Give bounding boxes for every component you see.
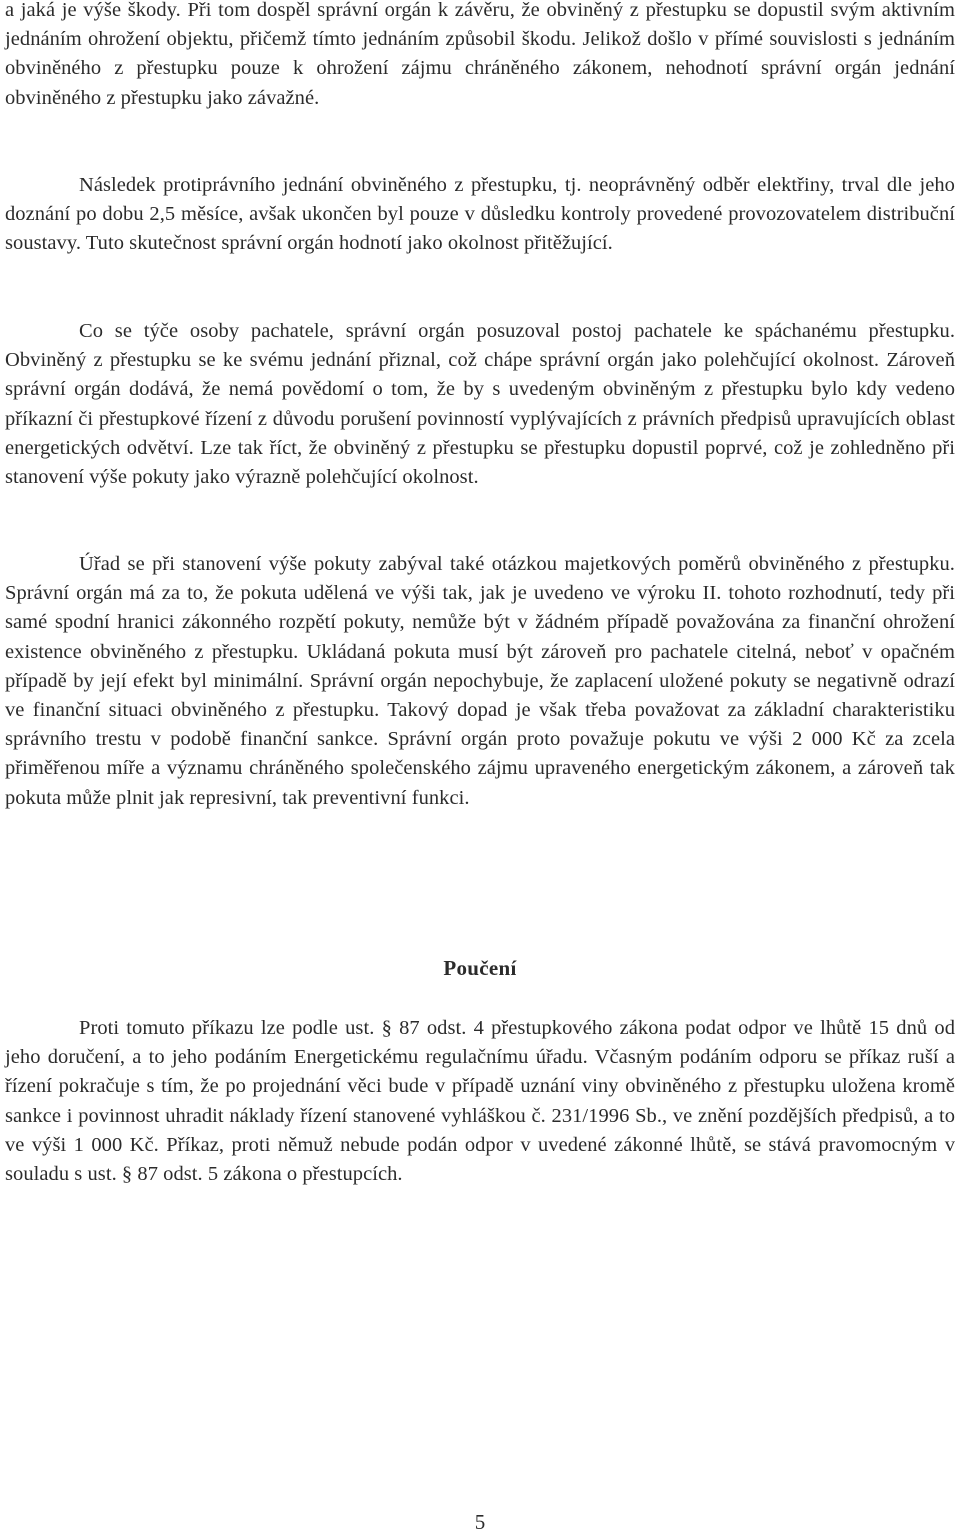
paragraph-property-conditions: Úřad se při stanovení výše pokuty zabýval také otázkou majetkových poměrů obviněného z přestupku. Správní orgán má za to, že pokuta udělená ve výši tak, jak je uvedeno ve výroku II. tohoto rozhodnutí, tedy při samé spodní hranici zákonného rozpětí pokuty, nemůže být v žádném případě považována za finanční ohrožení existence obviněného z přestupku. Ukládaná pokuta musí být zároveň pro pachatele citelná, neboť v opačném případě by její efekt byl minimální. Správní orgán nepochybuje, že zaplacení uložené pokuty se negativně odrazí ve finanční situaci obviněného z přestupku. Takový dopad je však třeba považovat za základní charakteristiku správního trestu v podobě finanční sankce. Správní orgán proto považuje pokutu ve výši 2 000 Kč za zcela přiměřenou míře a významu chráněného společenského zájmu upraveného energetickým zákonem, a zároveň tak pokuta může plnit jak represivní, tak preventivní funkci. [5, 553, 955, 809]
paragraph-consequence: Následek protiprávního jednání obviněného z přestupku, tj. neoprávněný odběr elektřiny, trval dle jeho doznání po dobu 2,5 měsíce, avšak ukončen byl pouze v důsledku kontroly provedené provozovatelem distribuční soustavy. Tuto skutečnost správní orgán hodnotí jako okolnost přitěžující. [5, 174, 955, 255]
paragraph-damage-assessment: a jaká je výše škody. Při tom dospěl správní orgán k závěru, že obviněný z přestupku se dopustil svým aktivním jednáním ohrožení objektu, přičemž tímto jednáním způsobil škodu. Jelikož došlo v přímé souvislosti s jednáním obviněného z přestupku pouze k ohrožení zájmu chráněného zákonem, nehodnotí správní orgán jednání obviněného z přestupku jako závažné. [5, 0, 955, 109]
instruction-heading: Poučení [443, 956, 517, 980]
paragraph-instruction: Proti tomuto příkazu lze podle ust. § 87 odst. 4 přestupkového zákona podat odpor ve lhůtě 15 dnů od jeho doručení, a to jeho podáním Energetickému regulačnímu úřadu. Včasným podáním odporu se příkaz ruší a řízení pokračuje s tím, že po projednání věci bude v případě uznání viny obviněného z přestupku uložena kromě sankce i povinnost uhradit náklady řízení stanovené vyhláškou č. 231/1996 Sb., ve znění pozdějších předpisů, a to ve výši 1 000 Kč. Příkaz, proti němuž nebude podán odpor v uvedené zákonné lhůtě, se stává pravomocným v souladu s ust. § 87 odst. 5 zákona o přestupcích. [5, 1017, 955, 1186]
page-number: 5 [474, 1510, 486, 1534]
paragraph-offender-person: Co se týče osoby pachatele, správní orgán posuzoval postoj pachatele ke spáchanému přestupku. Obviněný z přestupku se ke svému jednání přiznal, což chápe správní orgán jako polehčující okolnost. Zároveň správní orgán dodává, že nemá povědomí o tom, že by s uvedeným obviněným z přestupku bylo kdy vedeno příkazní či přestupkové řízení z důvodu porušení povinností vyplývajících z právních předpisů upravujících oblast energetických odvětví. Lze tak říct, že obviněný z přestupku se přestupku dopustil poprvé, což je zohledněno při stanovení výše pokuty jako výrazně polehčující okolnost. [5, 320, 955, 489]
